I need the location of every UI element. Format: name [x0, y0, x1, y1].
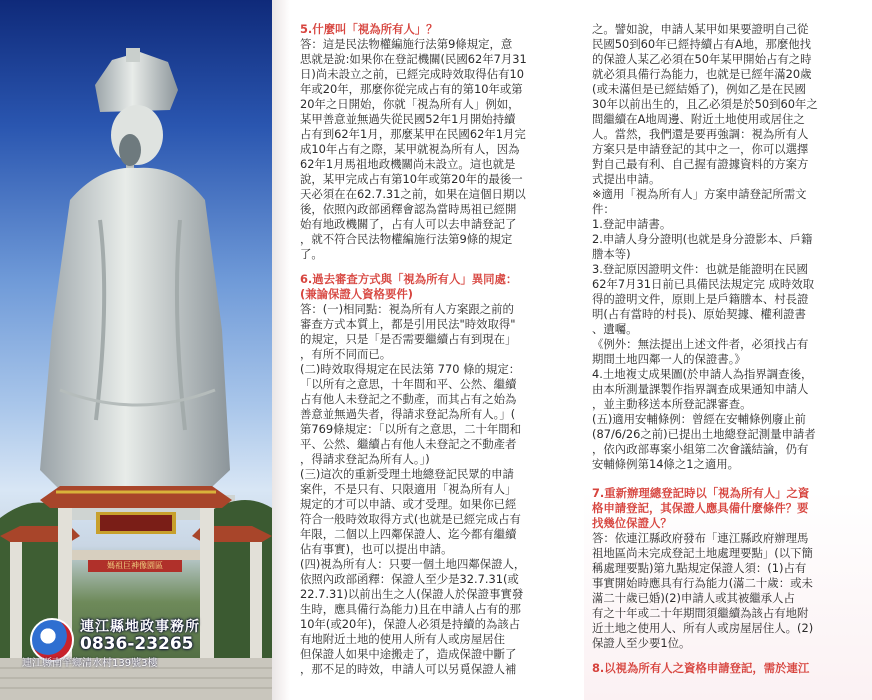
text-line: 4.土地複丈成果圖(於申請人為指界調查後， — [592, 367, 813, 381]
text-line: 依照內政部函釋：保證人至少是32.7.31(或 — [300, 572, 519, 586]
text-line: 平、公然、繼續占有他人未登記之不動產者 — [300, 437, 517, 451]
text-line: 3.登記原因證明文件：也就是能證明在民國 — [592, 262, 808, 276]
text-line: 答：這是民法物權編施行法第9條規定，意 — [300, 37, 513, 51]
text-line: 符合一般時效取得方式(也就是已經完成占有 — [300, 512, 521, 526]
text-line: ，並主動移送本所登記課審查。 — [592, 397, 752, 411]
text-line: 民國50到60年已經持續占有A地，那麼他找 — [592, 37, 812, 51]
text-line: 件： — [592, 202, 615, 216]
text-line: 年限，二個以上四鄰保證人、迄今都有繼續 — [300, 527, 517, 541]
section-6-body — [300, 302, 576, 677]
text-line: 謄本等) — [592, 247, 631, 261]
text-line: 2.申請人身分證明(也就是身分證影本、戶籍 — [592, 232, 813, 246]
text-line: 但保證人如果中途搬走了，造成保證中斷了 — [300, 647, 517, 661]
mazu-statue-image — [0, 0, 272, 520]
office-name: 連江縣地政事務所 — [80, 619, 200, 635]
office-contact-block — [22, 612, 272, 672]
text-line: 滿二十歲已婚)(2)申請人或其被繼承人占 — [592, 591, 795, 605]
text-column-1 — [290, 0, 584, 700]
cover-photo — [0, 0, 272, 700]
text-line: 始有地政機關了，占有人可以去申請登記了 — [300, 217, 517, 231]
page-fold — [272, 0, 290, 700]
text-line: (五)適用安輔條例：曾經在安輔條例廢止前 — [592, 412, 806, 426]
text-line: 期間土地四鄰一人的保證書。》 — [592, 352, 746, 366]
section-8-title: 8.以視為所有人之資格申請登記，需於連江 — [592, 661, 810, 675]
text-line: 7.重新辦理總登記時以「視為所有人」之資 — [592, 486, 810, 500]
text-line: 62年1月馬祖地政機關尚未設立。這也就是 — [300, 157, 516, 171]
text-line: 佔有事實)，也可以提出申請。 — [300, 542, 453, 556]
text-line: 審查方式本質上，都是引用民法"時效取得" — [300, 317, 516, 331]
section-5-body — [300, 37, 576, 262]
text-line: 由本所測量課製作指界調查成果通知申請人 — [592, 382, 809, 396]
text-line: ，有所不同而已。 — [300, 347, 392, 361]
text-line: (三)這次的重新受理土地總登記民眾的申請 — [300, 467, 514, 481]
text-line: 的保證人某乙必須在50年某甲開始占有之時 — [592, 52, 812, 66]
text-line: (或未滿但是已經結婚了)，例如乙是在民國 — [592, 82, 806, 96]
office-phone: 0836-23265 — [80, 634, 194, 654]
text-line: 規定的才可以申請、或才受理。如果你已經 — [300, 497, 517, 511]
text-line: (87/6/26之前)已提出土地總登記測量申請者 — [592, 427, 816, 441]
text-line: (四)視為所有人：只要一個土地四鄰保證人， — [300, 557, 526, 571]
text-line: ，得請求登記為所有人。」) — [300, 452, 430, 466]
text-line: 某甲善意並無過失從民國52年1月開始持續 — [300, 112, 516, 126]
text-line: 式提出申請。 — [592, 172, 661, 186]
text-line: 思就是說:如果你在登記機關(民國62年7月31 — [300, 52, 527, 66]
text-line: 答：(一)相同點：視為所有人方案跟之前的 — [300, 302, 514, 316]
text-line: 有之十年或二十年期間須繼續為該占有地附 — [592, 606, 809, 620]
text-line: 方案只是申請登記的其中之一，你可以選擇 — [592, 142, 809, 156]
text-line: ，依內政部專案小組第二次會議結論，仍有 — [592, 442, 809, 456]
text-line: 善意並無過失者，得請求登記為所有人。」( — [300, 407, 516, 421]
text-line: 占有他人未登記之不動產，而其占有之始為 — [300, 392, 517, 406]
text-line: 祖地區尚未完成登記土地處理要點」(以下簡 — [592, 546, 813, 560]
text-line: 說，某甲完成占有第10年或第20年的最後一 — [300, 172, 523, 186]
text-line: 、遺囑。 — [592, 322, 638, 336]
text-line: 日)尚未設立之前，已經完成時效取得佔有10 — [300, 67, 524, 81]
text-line: 間繼續在A地周邊、附近土地使用或居住之 — [592, 112, 805, 126]
section-6-title: 6.過去審查方式與「視為所有人」異同處： — [300, 272, 518, 286]
section-5-title: 5.什麼叫「視為所有人」？ — [300, 22, 438, 36]
text-line: 人。當然，我們還是要再強調：視為所有人 — [592, 127, 809, 141]
text-line: 案件，不是只有、只限適用「視為所有人」 — [300, 482, 517, 496]
text-line: 對自己最有利、自己握有證據資料的方案方 — [592, 157, 809, 171]
text-line: 了。 — [300, 247, 323, 261]
text-line: 成10年占有之際，某甲就視為所有人，因為 — [300, 142, 520, 156]
section-6-subtitle: (兼論保證人資格要件) — [300, 287, 413, 301]
text-line: 就必須具備行為能力，也就是已經年滿20歲 — [592, 67, 812, 81]
section-7-title — [592, 486, 862, 531]
text-line: 安輔條例第14條之1之適用。 — [592, 457, 740, 471]
text-line: 生時，應具備行為能力)且在申請人占有的那 — [300, 602, 521, 616]
text-line: 10年(或20年)，保證人必須是持續的為該占 — [300, 617, 521, 631]
text-line: 稱處理要點)第九點規定保證人須：(1)占有 — [592, 561, 807, 575]
text-line: 22.7.31)以前出生之人(保證人於保證事實發 — [300, 587, 524, 601]
text-column-2 — [584, 0, 872, 700]
text-line: 保證人至少要1位。 — [592, 636, 691, 650]
text-line: 得的證明文件，原則上是戶籍謄本、村長證 — [592, 292, 809, 306]
text-line: 年或20年，那麼你從完成占有的第10年或第 — [300, 82, 523, 96]
text-line: 格申請登記，其保證人應具備什麼條件？要 — [592, 501, 809, 515]
office-address: 連江縣南竿鄉清水村139號3樓 — [22, 658, 158, 669]
text-line: 占有到62年1月，那麼某甲在民國62年1月完 — [300, 127, 526, 141]
text-line: ※適用「視為所有人」方案申請登記所需文 — [592, 187, 807, 201]
text-line: 天必須在在62.7.31之前，如果在這個日期以 — [300, 187, 526, 201]
text-line: 答：依連江縣政府發布「連江縣政府辦理馬 — [592, 531, 809, 545]
text-line: 1.登記申請書。 — [592, 217, 672, 231]
text-line: 找幾位保證人？ — [592, 516, 672, 530]
text-line: 後，依照內政部函釋會認為當時馬祖已經開 — [300, 202, 517, 216]
text-line: 明(占有當時的村長)、原始契據、權利證書 — [592, 307, 806, 321]
text-line: 30年以前出生的，且乙必須是於50到60年之 — [592, 97, 818, 111]
text-line: ，就不符合民法物權編施行法第9條的規定 — [300, 232, 513, 246]
gate-banner: 媽祖巨神像園區 — [88, 560, 182, 572]
text-line: 「以所有之意思，十年間和平、公然、繼續 — [300, 377, 517, 391]
section-6-continued — [592, 22, 862, 472]
text-line: 事實開始時應具有行為能力(滿二十歲：或未 — [592, 576, 813, 590]
text-line: 近土地之使用人、所有人或房屋居住人。(2) — [592, 621, 814, 635]
text-line: 有地附近土地的使用人所有人或房屋居住 — [300, 632, 506, 646]
text-line: 《例外：無法提出上述文件者，必須找占有 — [592, 337, 809, 351]
text-line: 的規定，只是「是否需要繼續占有到現在」 — [300, 332, 517, 346]
section-7-body — [592, 531, 862, 651]
text-line: (二)時效取得規定在民法第 770 條的規定： — [300, 362, 521, 376]
text-line: 20年之日開始，你就「視為所有人」例如， — [300, 97, 520, 111]
text-line: 62年7月31日前已具備民法規定完 成時效取 — [592, 277, 815, 291]
text-line: 第769條規定：「以所有之意思，二十年間和 — [300, 422, 522, 436]
text-line: 之。譬如說，申請人某甲如果要證明自己從 — [592, 22, 809, 36]
text-line: ，那不足的時效，申請人可以另覓保證人補 — [300, 662, 517, 676]
